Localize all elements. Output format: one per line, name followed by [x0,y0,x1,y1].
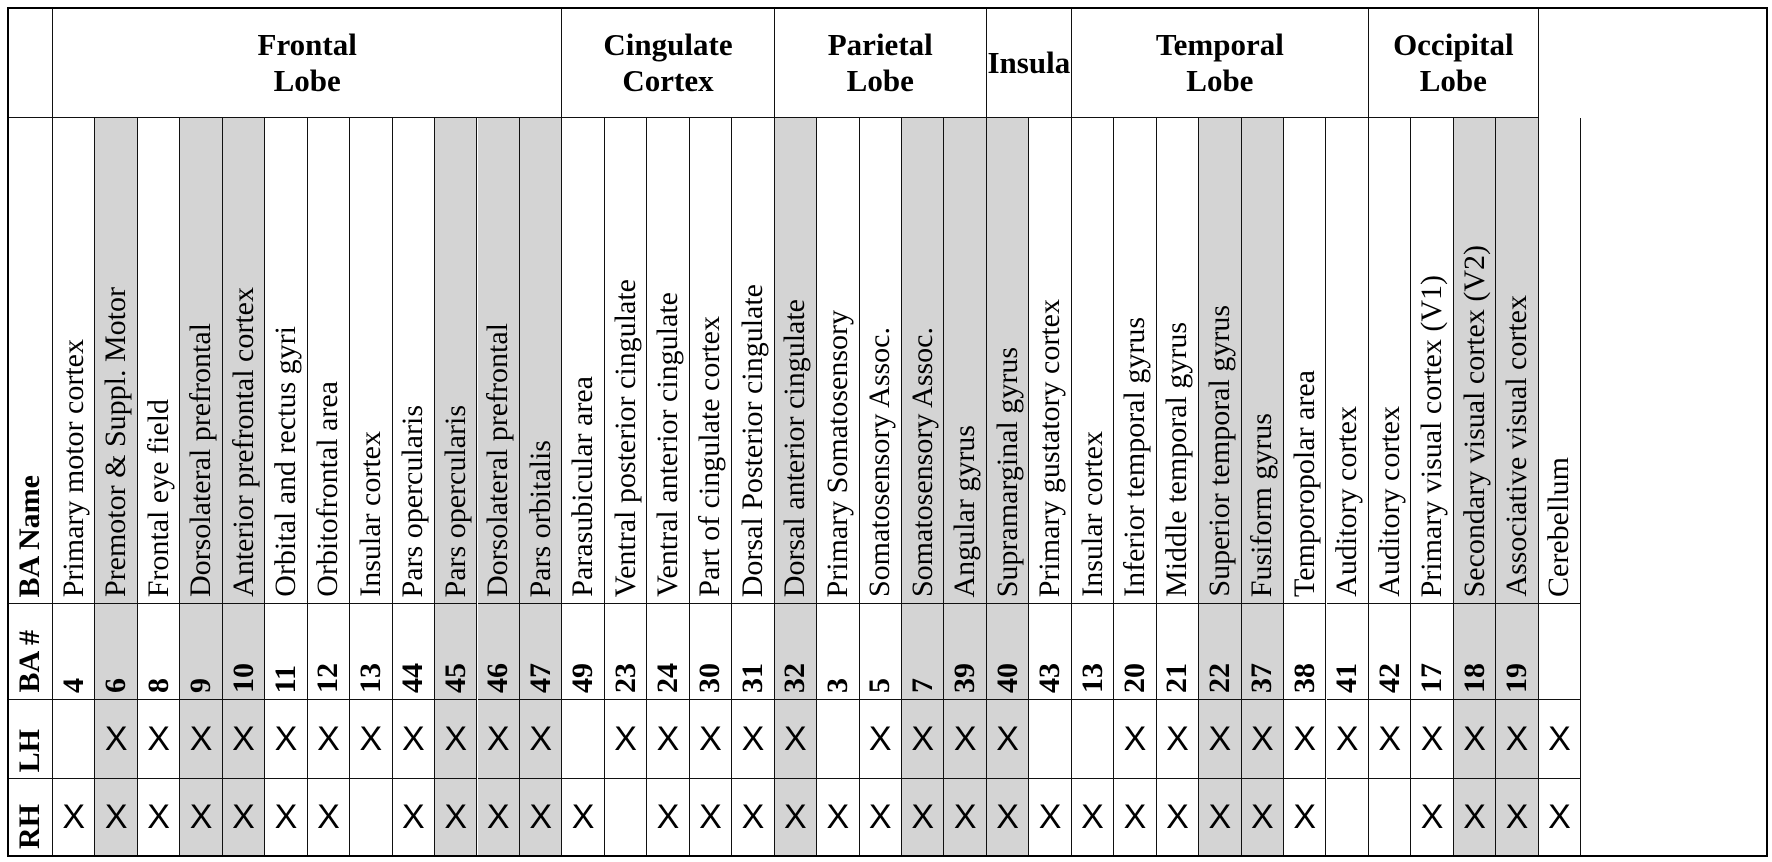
area-number: 13 [353,663,387,693]
lh-mark: X [486,719,510,758]
area-name: Superior temporal gyrus [1202,305,1236,597]
rh-mark-cell [1157,779,1199,856]
area-name: Dorsal anterior cingulate [778,298,812,597]
rh-mark-cell [1496,779,1538,856]
rh-mark-cell [1199,779,1241,856]
area-number-cell [95,604,137,700]
rh-mark: X [996,797,1019,836]
rh-mark-cell [732,779,774,856]
area-name: Pars opercularis [438,404,472,597]
area-number-cell [478,604,520,700]
lobe-header [1369,8,1539,118]
lh-mark-cell [393,700,435,779]
area-name: Supramarginal gyrus [990,346,1024,597]
lh-mark: X [529,719,552,758]
rh-mark: X [232,797,255,836]
lh-mark-cell [1157,700,1199,779]
area-name: Frontal eye field [141,398,175,597]
lh-mark: X [953,719,977,758]
rh-mark-cell [223,779,265,856]
lh-mark-cell [308,700,350,779]
rh-mark: X [1505,797,1529,836]
lobe-header-label: Frontal Lobe [257,26,357,98]
area-name: Auditory cortex [1330,406,1364,597]
area-name-cell [180,118,222,604]
lobe-header-label: Cingulate Cortex [603,26,733,98]
area-name-cell [1242,118,1284,604]
lh-mark-cell [902,700,944,779]
lobe-header [775,8,987,118]
rh-mark: X [1293,797,1317,836]
rh-mark: X [317,797,340,836]
row-header-ba-number [8,604,53,700]
rh-mark-cell [1454,779,1496,856]
area-name-cell [1327,118,1369,604]
area-name-cell [987,118,1029,604]
area-number: 23 [608,663,642,693]
lh-mark-cell [732,700,774,779]
area-number: 30 [693,663,727,693]
area-number: 18 [1457,663,1491,693]
lh-mark-cell [1284,700,1326,779]
area-number: 22 [1202,663,1236,693]
lh-mark-cell [1369,700,1411,779]
rh-mark: X [656,797,680,836]
lh-mark: X [614,719,637,758]
area-name: Ventral posterior cingulate [608,278,642,597]
lh-mark: X [1166,719,1189,758]
rh-mark: X [1038,797,1062,836]
rh-mark-cell [1284,779,1326,856]
lh-mark: X [317,719,340,758]
area-name-cell [1411,118,1453,604]
area-name: Pars orbitalis [523,439,557,597]
area-name-cell [1369,118,1411,604]
lh-mark: X [401,719,425,758]
row-header-ba-number-label: BA # [13,630,46,693]
rh-mark-cell [1242,779,1284,856]
rh-mark: X [486,797,510,836]
area-name-cell [478,118,520,604]
lobe-header [987,8,1072,118]
lh-mark-cell [1327,700,1369,779]
rh-mark: X [1166,797,1189,836]
area-name-cell [944,118,986,604]
area-name: Middle temporal gyrus [1160,322,1194,597]
area-name-cell [1199,118,1241,604]
area-name-cell [1114,118,1156,604]
lh-mark-cell [775,700,817,779]
area-name: Parasubicular area [566,376,600,597]
area-name: Premotor & Suppl. Motor [99,286,133,597]
lh-mark-cell [1411,700,1453,779]
lh-mark: X [359,719,383,758]
area-number-cell [350,604,392,700]
area-number-cell [562,604,604,700]
corner-cell [8,8,53,118]
area-number: 45 [438,663,472,693]
area-name-cell [520,118,562,604]
area-name: Cerebellum [1542,457,1576,597]
area-number-cell [817,604,859,700]
lh-mark: X [1420,719,1444,758]
area-number-cell [1369,604,1411,700]
lh-mark-cell [1539,700,1581,779]
lh-mark: X [1335,719,1359,758]
row-header-lh-label: LH [13,728,46,772]
area-number-cell [1411,604,1453,700]
area-name: Temporopolar area [1287,370,1321,597]
rh-mark: X [571,797,595,836]
area-number: 31 [735,663,769,693]
area-number: 32 [778,663,812,693]
lh-mark: X [911,719,935,758]
lh-mark-cell [265,700,307,779]
lobe-header-label: Occipital Lobe [1393,26,1514,98]
area-name: Insular cortex [1075,431,1109,597]
lh-mark: X [741,719,765,758]
rh-mark: X [1208,797,1232,836]
row-header-ba-name-label: BA Name [13,474,46,597]
lh-mark-cell [1029,700,1071,779]
area-number: 39 [948,663,982,693]
area-number-cell [265,604,307,700]
rh-mark: X [826,797,850,836]
rh-mark-cell [1029,779,1071,856]
area-name: Auditory cortex [1372,406,1406,597]
lh-mark-cell [562,700,604,779]
area-number-cell [393,604,435,700]
lh-mark: X [996,719,1019,758]
area-number-cell [1072,604,1114,700]
area-number-cell [435,604,477,700]
lh-mark-cell [817,700,859,779]
area-number: 37 [1245,663,1279,693]
area-number-cell [1157,604,1199,700]
area-name-cell [265,118,307,604]
area-number: 41 [1330,663,1364,693]
area-number: 42 [1372,663,1406,693]
row-header-rh-label: RH [13,804,46,849]
rh-mark-cell [95,779,137,856]
area-name-cell [647,118,689,604]
lh-mark-cell [987,700,1029,779]
area-number-cell [1327,604,1369,700]
lobe-header [53,8,562,118]
area-number: 46 [481,663,515,693]
rh-mark-cell [647,779,689,856]
area-name: Primary gustatory cortex [1033,298,1067,597]
lobe-header-label: Insula [987,44,1071,80]
lh-mark: X [1505,719,1529,758]
rh-mark-cell [1327,779,1369,856]
area-number: 9 [184,678,218,693]
area-name-cell [817,118,859,604]
rh-mark: X [911,797,935,836]
row-header-lh [8,700,53,779]
area-name-cell [690,118,732,604]
lh-mark-cell [1496,700,1538,779]
area-name: Orbital and rectus gyri [268,326,302,597]
rh-mark-cell [902,779,944,856]
area-number-cell [1029,604,1071,700]
area-number: 20 [1117,663,1151,693]
area-name-cell [860,118,902,604]
area-name: Fusiform gyrus [1245,412,1279,597]
rh-mark: X [1548,797,1571,836]
lobe-header [562,8,774,118]
lobe-header [1072,8,1369,118]
area-number: 3 [820,678,854,693]
area-name-cell [732,118,774,604]
rh-mark-cell [138,779,180,856]
rh-mark: X [953,797,977,836]
lh-mark-cell [944,700,986,779]
area-number-cell [1454,604,1496,700]
area-name: Angular gyrus [948,424,982,597]
rh-mark-cell [53,779,95,856]
lh-mark-cell [1114,700,1156,779]
area-number-cell [1199,604,1241,700]
area-name: Associative visual cortex [1500,295,1534,597]
area-name: Primary motor cortex [56,338,90,597]
rh-mark-cell [987,779,1029,856]
area-number: 44 [396,663,430,693]
area-name-cell [775,118,817,604]
rh-mark-cell [944,779,986,856]
lh-mark: X [868,719,892,758]
area-number-cell [138,604,180,700]
rh-mark: X [189,797,213,836]
area-number: 19 [1500,663,1534,693]
rh-mark: X [401,797,425,836]
area-number: 8 [141,678,175,693]
rh-mark: X [529,797,552,836]
area-number-cell [1114,604,1156,700]
lh-mark: X [1250,719,1274,758]
row-header-rh [8,779,53,856]
lh-mark: X [699,719,722,758]
lh-mark-cell [605,700,647,779]
lh-mark-cell [138,700,180,779]
lh-mark-cell [180,700,222,779]
lobe-header-label: Parietal Lobe [827,26,933,98]
area-number: 12 [311,663,345,693]
area-name: Ventral anterior cingulate [651,292,685,597]
rh-mark: X [62,797,86,836]
area-number-cell [1242,604,1284,700]
area-name-cell [53,118,95,604]
rh-mark: X [147,797,170,836]
rh-mark: X [1463,797,1486,836]
area-number-cell [690,604,732,700]
rh-mark: X [1420,797,1444,836]
area-number: 21 [1160,663,1194,693]
lh-mark: X [1463,719,1486,758]
rh-mark-cell [690,779,732,856]
area-name-cell [1072,118,1114,604]
area-number-cell [902,604,944,700]
area-name-cell [393,118,435,604]
area-name-cell [350,118,392,604]
area-name: Anterior prefrontal cortex [226,287,260,597]
rh-mark-cell [1072,779,1114,856]
lh-mark-cell [860,700,902,779]
area-name-cell [1284,118,1326,604]
area-number: 13 [1075,663,1109,693]
lh-mark: X [274,719,298,758]
area-number: 40 [990,663,1024,693]
rh-mark: X [444,797,468,836]
area-number-cell [860,604,902,700]
rh-mark-cell [350,779,392,856]
area-name-cell [1496,118,1538,604]
area-name-cell [308,118,350,604]
rh-mark-cell [435,779,477,856]
lh-mark-cell [350,700,392,779]
lh-mark: X [784,719,807,758]
lh-mark-cell [690,700,732,779]
area-number-cell [605,604,647,700]
area-number: 6 [99,678,133,693]
area-name: Primary Somatosensory [820,309,854,597]
area-name: Primary visual cortex (V1) [1415,274,1449,597]
rh-mark: X [868,797,892,836]
area-name: Dorsolateral prefrontal [184,322,218,597]
area-number-cell [1496,604,1538,700]
lh-mark-cell [647,700,689,779]
area-name: Inferior temporal gyrus [1117,317,1151,597]
area-name-cell [223,118,265,604]
area-number-cell [647,604,689,700]
area-number-cell [53,604,95,700]
lh-mark: X [189,719,213,758]
lh-mark-cell [223,700,265,779]
area-name-cell [605,118,647,604]
rh-mark-cell [520,779,562,856]
lh-mark: X [147,719,170,758]
area-number: 47 [523,663,557,693]
lh-mark-cell [53,700,95,779]
lh-mark-cell [1242,700,1284,779]
rh-mark-cell [265,779,307,856]
lh-mark: X [1378,719,1401,758]
area-number: 10 [226,663,260,693]
area-number-cell [520,604,562,700]
area-name-cell [435,118,477,604]
lh-mark: X [444,719,468,758]
area-number-cell [775,604,817,700]
rh-mark-cell [1114,779,1156,856]
area-number-cell [944,604,986,700]
area-name: Orbitofrontal area [311,381,345,597]
area-name: Insular cortex [353,431,387,597]
rh-mark: X [1081,797,1104,836]
lh-mark-cell [435,700,477,779]
area-name-cell [1454,118,1496,604]
area-number-cell [1284,604,1326,700]
area-name: Dorsal Posterior cingulate [735,283,769,597]
area-name: Part of cingulate cortex [693,316,727,597]
rh-mark-cell [605,779,647,856]
area-name: Secondary visual cortex (V2) [1457,244,1491,597]
lh-mark-cell [95,700,137,779]
rh-mark-cell [860,779,902,856]
rh-mark-cell [775,779,817,856]
area-name-cell [562,118,604,604]
area-number: 49 [566,663,600,693]
rh-mark: X [274,797,298,836]
lh-mark: X [1293,719,1317,758]
area-number: 11 [268,664,302,693]
area-name-cell [138,118,180,604]
area-number: 4 [56,678,90,693]
lh-mark-cell [1454,700,1496,779]
rh-mark-cell [478,779,520,856]
area-number-cell [1539,604,1581,700]
rh-mark-cell [1411,779,1453,856]
lh-mark-cell [520,700,562,779]
area-name: Somatosensory Assoc. [863,327,897,597]
area-number-cell [987,604,1029,700]
area-number-cell [732,604,774,700]
area-name-cell [902,118,944,604]
rh-mark-cell [1539,779,1581,856]
rh-mark: X [784,797,807,836]
rh-mark-cell [817,779,859,856]
rh-mark: X [104,797,128,836]
area-number: 38 [1287,663,1321,693]
area-name: Somatosensory Assoc. [905,327,939,597]
area-number: 7 [905,678,939,693]
rh-mark-cell [562,779,604,856]
rh-mark-cell [308,779,350,856]
lh-mark: X [656,719,680,758]
rh-mark: X [1250,797,1274,836]
row-header-ba-name [8,118,53,604]
area-number: 43 [1033,663,1067,693]
lh-mark: X [104,719,128,758]
area-name-cell [95,118,137,604]
area-number-cell [223,604,265,700]
area-name-cell [1157,118,1199,604]
lh-mark: X [1208,719,1232,758]
rh-mark-cell [1369,779,1411,856]
area-name-cell [1029,118,1071,604]
rh-mark: X [699,797,722,836]
area-number: 5 [863,678,897,693]
lh-mark: X [1548,719,1571,758]
area-number: 17 [1415,663,1449,693]
lh-mark: X [232,719,255,758]
area-name: Dorsolateral prefrontal [481,322,515,597]
area-number-cell [180,604,222,700]
area-name: Pars opercularis [396,404,430,597]
area-name-cell [1539,118,1581,604]
rh-mark: X [1123,797,1147,836]
lh-mark: X [1123,719,1147,758]
rh-mark-cell [393,779,435,856]
area-number: 24 [651,663,685,693]
lh-mark-cell [1072,700,1114,779]
lobe-header-label: Temporal Lobe [1155,26,1284,98]
area-number-cell [308,604,350,700]
rh-mark: X [741,797,765,836]
rh-mark-cell [180,779,222,856]
lh-mark-cell [1199,700,1241,779]
lh-mark-cell [478,700,520,779]
